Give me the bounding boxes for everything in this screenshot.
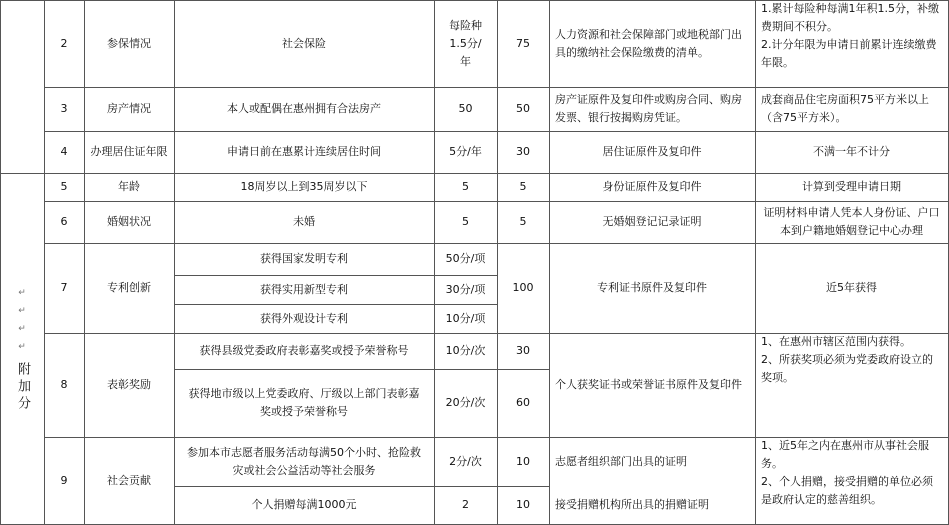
sub-standard: 个人捐赠每满1000元 <box>251 498 357 511</box>
standard: 申请日前在惠累计连续居住时间 <box>227 145 381 158</box>
notes: 近5年获得 <box>826 281 877 294</box>
sub-score: 2分/次 <box>449 454 482 468</box>
max-score: 50 <box>516 102 530 115</box>
score: 50 <box>458 102 473 115</box>
paragraph-mark: ↵ <box>18 324 26 334</box>
score: 每险种1.5分/年 <box>449 18 482 68</box>
score: 5 <box>462 180 469 193</box>
note-line: 2.计分年限为申请日前累计连续缴费年限。 <box>761 38 937 69</box>
standard: 本人或配偶在惠州拥有合法房产 <box>227 102 381 115</box>
note-line: 1、在惠州市辖区范围内获得。 <box>761 335 911 348</box>
sub-score: 20分/次 <box>445 396 486 409</box>
paragraph-mark: ↵ <box>18 342 26 352</box>
notes: 成套商品住宅房面积75平方米以上（含75平方米）。 <box>761 93 929 124</box>
material: 房产证原件及复印件或购房合同、购房发票、银行按揭购房凭证。 <box>555 93 742 124</box>
row-number: 5 <box>60 180 68 193</box>
score: 5分/年 <box>449 145 482 158</box>
standard: 社会保险 <box>282 36 326 50</box>
max-score: 100 <box>512 281 534 294</box>
sub-max: 10 <box>516 498 530 511</box>
material: 身份证原件及复印件 <box>602 180 702 193</box>
row-number: 6 <box>60 215 68 228</box>
notes <box>755 0 948 87</box>
max-score: 30 <box>516 145 530 158</box>
item-name: 婚姻状况 <box>107 215 151 228</box>
sub-score: 30分/项 <box>445 282 486 296</box>
item-name: 参保情况 <box>107 36 151 50</box>
item-name: 专利创新 <box>107 281 151 294</box>
item-name: 社会贡献 <box>107 473 151 487</box>
material: 专利证书原件及复印件 <box>597 281 707 294</box>
row-number: 4 <box>60 145 68 158</box>
sub-score: 10分/项 <box>445 311 486 325</box>
note-line: 2、所获奖项必须为党委政府设立的奖项。 <box>761 353 933 384</box>
sub-score: 10分/次 <box>445 344 486 357</box>
notes: 证明材料申请人凭本人身份证、户口本到户籍地婚姻登记中心办理 <box>763 206 940 237</box>
sub-max: 10 <box>516 454 530 468</box>
notes <box>755 333 948 437</box>
row-number: 7 <box>60 281 68 294</box>
sub-score: 2 <box>462 498 469 511</box>
max-score: 5 <box>519 215 527 228</box>
item-name: 表彰奖励 <box>107 378 151 391</box>
notes <box>755 437 948 524</box>
sub-max: 30 <box>516 344 530 357</box>
notes: 不满一年不计分 <box>813 145 890 158</box>
max-score: 75 <box>516 36 530 50</box>
sub-standard: 获得外观设计专利 <box>260 311 348 325</box>
row-number: 9 <box>60 473 68 487</box>
score: 5 <box>462 215 469 228</box>
paragraph-mark: ↵ <box>18 306 26 316</box>
sub-material: 接受捐赠机构所出具的捐赠证明 <box>555 498 709 511</box>
standard: 18周岁以上到35周岁以下 <box>240 180 368 193</box>
sub-material: 志愿者组织部门出具的证明 <box>555 454 687 468</box>
note-line: 1、近5年之内在惠州市从事社会服务。 <box>761 439 929 470</box>
standard: 未婚 <box>293 215 315 228</box>
sub-max: 60 <box>516 396 530 409</box>
item-name: 房产情况 <box>107 102 151 115</box>
note-line: 1.累计每险种每满1年积1.5分，补缴费期间不积分。 <box>761 2 939 33</box>
material: 居住证原件及复印件 <box>602 145 702 158</box>
sub-standard: 参加本市志愿者服务活动每满50个小时、抢险救灾或社会公益活动等社会服务 <box>187 445 421 477</box>
row-number: 3 <box>60 102 68 115</box>
row-number: 8 <box>60 378 68 391</box>
sub-standard: 获得县级党委政府表彰嘉奖或授予荣誉称号 <box>199 344 409 357</box>
sub-score: 50分/项 <box>445 252 486 265</box>
material: 个人获奖证书或荣誉证书原件及复印件 <box>555 378 742 391</box>
material: 无婚姻登记记录证明 <box>602 215 702 228</box>
notes: 计算到受理申请日期 <box>802 180 901 193</box>
paragraph-mark: ↵ <box>18 288 26 298</box>
section-label <box>0 173 44 524</box>
sub-standard: 获得国家发明专利 <box>260 252 348 265</box>
sub-standard: 获得地市级以上党委政府、厅级以上部门表彰嘉奖或授予荣誉称号 <box>188 387 420 418</box>
item-name: 办理居住证年限 <box>90 145 168 158</box>
max-score: 5 <box>519 180 527 193</box>
note-line: 2、个人捐赠，接受捐赠的单位必须是政府认定的慈善组织。 <box>761 475 933 506</box>
sub-standard: 获得实用新型专利 <box>260 282 348 296</box>
section-label-text: 附加分 <box>15 362 30 413</box>
material: 人力资源和社会保障部门或地税部门出具的缴纳社会保险缴费的清单。 <box>555 27 742 59</box>
item-name: 年龄 <box>118 180 140 193</box>
row-number: 2 <box>60 36 68 50</box>
